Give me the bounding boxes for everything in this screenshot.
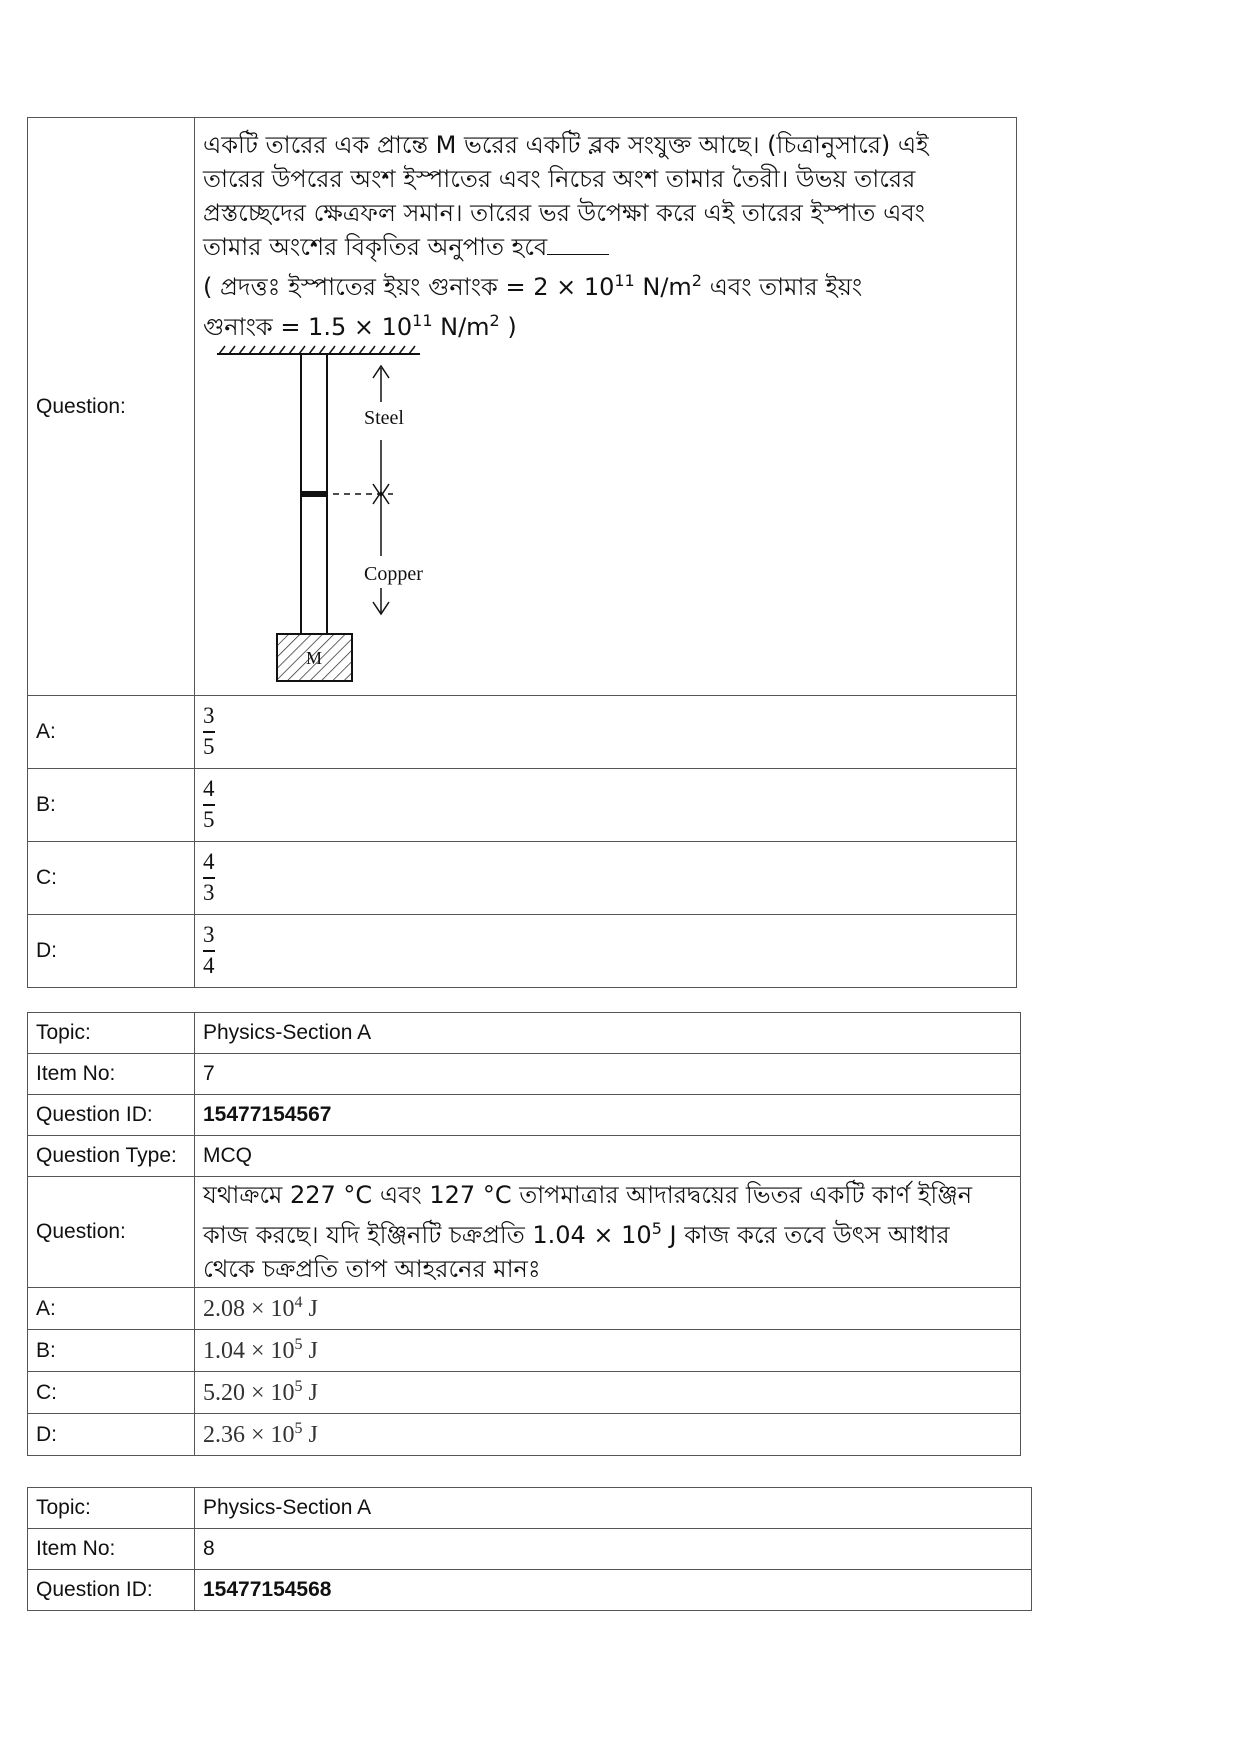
fraction: $\frac{4}{3}$ <box>203 849 215 905</box>
question-line: যথাক্রমে 227 °C এবং 127 °C তাপমাত্রার আদারদ্বয়ের ভিতর একটি কার্ণ ইঞ্জিন <box>203 1181 973 1209</box>
item-no-label: Item No: <box>28 1054 195 1095</box>
question-label: Question: <box>28 118 195 696</box>
wire <box>301 354 327 634</box>
option-c[interactable] <box>195 842 1017 915</box>
question-text <box>203 1178 1012 1286</box>
option-b[interactable] <box>195 769 1017 842</box>
wire-block-figure <box>205 344 445 694</box>
question-id-value: 15477154567 <box>195 1095 1021 1136</box>
option-b[interactable]: $1.04 \times 10^5$ J <box>195 1330 1021 1372</box>
option-label: B: <box>28 769 195 842</box>
topic-value: Physics-Section A <box>195 1488 1032 1529</box>
steel-arrow <box>373 366 389 504</box>
question-text <box>203 118 1008 344</box>
fraction: $\frac{4}{5}$ <box>203 776 215 832</box>
given-line: গুনাংক = $1.5 \times 10^{11}$ $N/m^2$ ) <box>203 311 517 341</box>
question-id-value: 15477154568 <box>195 1570 1032 1611</box>
question-id-label: Question ID: <box>28 1570 195 1611</box>
question-line: প্রস্তচ্ছেদের ক্ষেত্রফল সমান। তারের ভর উপেক্ষা করে এই তারের ইস্পাত এবং <box>203 199 926 227</box>
topic-value: Physics-Section A <box>195 1013 1021 1054</box>
question-label: Question: <box>28 1177 195 1288</box>
option-label: C: <box>28 1372 195 1414</box>
mass-label: M <box>306 648 323 668</box>
option-label: D: <box>28 1414 195 1456</box>
question-block-1 <box>27 117 1017 988</box>
given-line: ( প্রদত্তঃ ইস্পাতের ইয়ং গুনাংক = $2 \times 10^{11}$ $N/m^2$ এবং তামার ইয়ং <box>203 271 863 301</box>
option-label: D: <box>28 915 195 988</box>
option-d[interactable]: $2.36 \times 10^5$ J <box>195 1414 1021 1456</box>
option-a[interactable] <box>195 696 1017 769</box>
question-line: থেকে চক্রপ্রতি তাপ আহরনের মানঃ <box>203 1255 541 1283</box>
question-block-2 <box>27 1012 1021 1456</box>
option-label: A: <box>28 696 195 769</box>
option-label: B: <box>28 1330 195 1372</box>
ceiling <box>217 346 420 354</box>
topic-label: Topic: <box>28 1488 195 1529</box>
steel-label: Steel <box>364 407 404 429</box>
item-no-label: Item No: <box>28 1529 195 1570</box>
option-d[interactable] <box>195 915 1017 988</box>
item-no-value: 7 <box>195 1054 1021 1095</box>
copper-arrow <box>373 494 389 614</box>
question-content <box>195 118 1017 696</box>
question-type-value: MCQ <box>195 1136 1021 1177</box>
question-line: তামার অংশের বিকৃতির অনুপাত হবে <box>203 230 1008 264</box>
option-label: C: <box>28 842 195 915</box>
question-line: কাজ করছে। যদি ইঞ্জিনটি চক্রপ্রতি $1.04 \times 10^5$ J কাজ করে তবে উৎস আধার <box>203 1219 950 1249</box>
option-label: A: <box>28 1288 195 1330</box>
option-a[interactable]: $2.08 \times 10^4$ J <box>195 1288 1021 1330</box>
fraction: $\frac{3}{4}$ <box>203 922 215 978</box>
question-content <box>195 1177 1021 1288</box>
question-block-3 <box>27 1487 1032 1611</box>
question-line: তারের উপরের অংশ ইস্পাতের এবং নিচের অংশ তামার তৈরী। উভয় তারের <box>203 165 916 193</box>
topic-label: Topic: <box>28 1013 195 1054</box>
fraction: $\frac{3}{5}$ <box>203 703 215 759</box>
question-id-label: Question ID: <box>28 1095 195 1136</box>
item-no-value: 8 <box>195 1529 1032 1570</box>
answer-blank <box>547 254 609 255</box>
question-line: একটি তারের এক প্রান্তে M ভরের একটি ব্লক সংযুক্ত আছে। (চিত্রানুসারে) এই <box>203 131 929 159</box>
question-type-label: Question Type: <box>28 1136 195 1177</box>
mass-block <box>277 634 352 681</box>
copper-label: Copper <box>364 563 423 585</box>
option-c[interactable]: $5.20 \times 10^5$ J <box>195 1372 1021 1414</box>
